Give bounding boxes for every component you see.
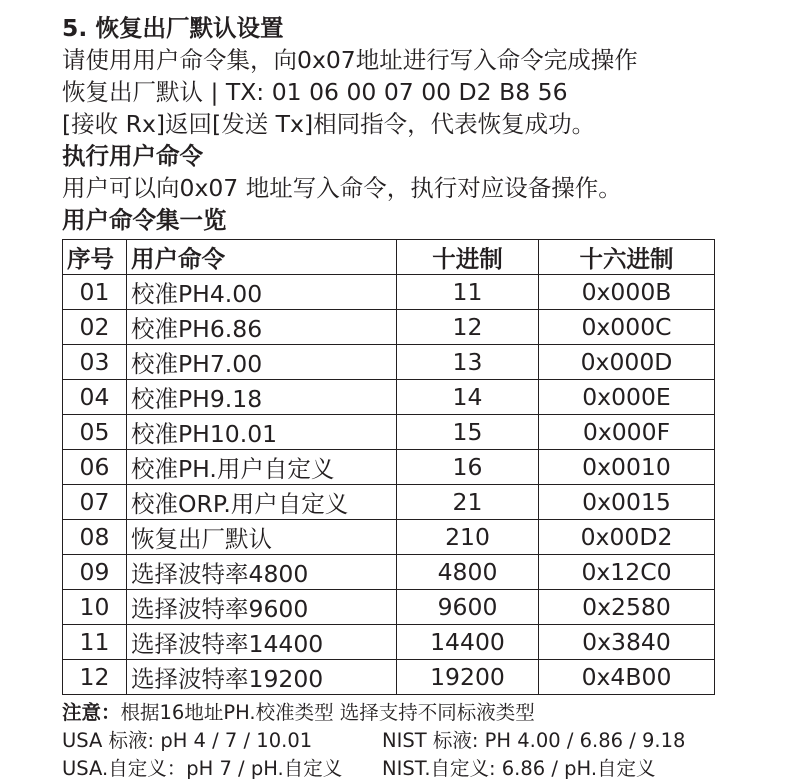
cell-decimal: 210 <box>397 520 539 555</box>
cell-index: 09 <box>63 555 127 590</box>
cell-hex: 0x0010 <box>539 450 715 485</box>
cell-index: 12 <box>63 660 127 695</box>
table-row <box>63 520 715 555</box>
table-row <box>63 625 715 660</box>
note-label: 注意： <box>62 701 121 724</box>
cell-index: 10 <box>63 590 127 625</box>
table-row <box>63 275 715 310</box>
cell-decimal: 16 <box>397 450 539 485</box>
nist-custom: NIST.自定义: 6.86 / pH.自定义 <box>382 757 656 780</box>
exec-heading: 执行用户命令 <box>62 142 203 170</box>
header-decimal: 十进制 <box>397 240 539 275</box>
cell-command: 校准ORP.用户自定义 <box>127 485 397 520</box>
table-row <box>63 450 715 485</box>
header-command: 用户命令 <box>127 240 397 275</box>
note-line <box>62 699 722 727</box>
cell-hex: 0x0015 <box>539 485 715 520</box>
cell-command: 选择波特率4800 <box>127 555 397 590</box>
cell-hex: 0x12C0 <box>539 555 715 590</box>
cell-command: 选择波特率19200 <box>127 660 397 695</box>
cell-index: 08 <box>63 520 127 555</box>
cell-command: 校准PH4.00 <box>127 275 397 310</box>
table-row <box>63 555 715 590</box>
cell-command: 校准PH.用户自定义 <box>127 450 397 485</box>
standard-row <box>62 727 722 755</box>
cell-index: 11 <box>63 625 127 660</box>
cell-hex: 0x3840 <box>539 625 715 660</box>
cell-index: 06 <box>63 450 127 485</box>
cell-hex: 0x00D2 <box>539 520 715 555</box>
table-row <box>63 485 715 520</box>
table-row <box>63 380 715 415</box>
cell-command: 校准PH6.86 <box>127 310 397 345</box>
cell-command: 选择波特率9600 <box>127 590 397 625</box>
table-row <box>63 310 715 345</box>
cell-index: 05 <box>63 415 127 450</box>
cell-hex: 0x000D <box>539 345 715 380</box>
custom-row <box>62 755 722 783</box>
table-row <box>63 660 715 695</box>
cell-index: 01 <box>63 275 127 310</box>
cell-hex: 0x000B <box>539 275 715 310</box>
cell-hex: 0x000E <box>539 380 715 415</box>
cell-hex: 0x000F <box>539 415 715 450</box>
header-index: 序号 <box>63 240 127 275</box>
cell-decimal: 14400 <box>397 625 539 660</box>
cell-decimal: 11 <box>397 275 539 310</box>
cell-decimal: 14 <box>397 380 539 415</box>
command-table <box>62 239 715 695</box>
cell-command: 选择波特率14400 <box>127 625 397 660</box>
usa-custom: USA.自定义：pH 7 / pH.自定义 <box>62 757 343 780</box>
cell-decimal: 13 <box>397 345 539 380</box>
table-row <box>63 415 715 450</box>
table-header-row <box>63 240 715 275</box>
note-text: 根据16地址PH.校准类型 选择支持不同标液类型 <box>120 701 535 724</box>
cell-command: 校准PH10.01 <box>127 415 397 450</box>
factory-reset-command: 恢复出厂默认 | TX: 01 06 00 07 00 D2 B8 56 <box>62 78 568 106</box>
cell-hex: 0x000C <box>539 310 715 345</box>
command-list-heading: 用户命令集一览 <box>62 206 227 234</box>
table-row <box>63 590 715 625</box>
manual-page <box>62 12 722 783</box>
note-block <box>62 699 722 783</box>
cell-index: 04 <box>63 380 127 415</box>
cell-decimal: 4800 <box>397 555 539 590</box>
cell-hex: 0x4B00 <box>539 660 715 695</box>
cell-index: 03 <box>63 345 127 380</box>
section-title: 5. 恢复出厂默认设置 <box>62 14 284 42</box>
nist-standard: NIST 标液: PH 4.00 / 6.86 / 9.18 <box>382 729 686 752</box>
cell-decimal: 21 <box>397 485 539 520</box>
instruction-text: 请使用用户命令集，向0x07地址进行写入命令完成操作 <box>62 46 638 74</box>
exec-text: 用户可以向0x07 地址写入命令，执行对应设备操作。 <box>62 174 622 202</box>
cell-command: 校准PH7.00 <box>127 345 397 380</box>
header-hex: 十六进制 <box>539 240 715 275</box>
cell-decimal: 19200 <box>397 660 539 695</box>
success-condition-text: [接收 Rx]返回[发送 Tx]相同指令，代表恢复成功。 <box>62 110 596 138</box>
cell-index: 07 <box>63 485 127 520</box>
cell-decimal: 15 <box>397 415 539 450</box>
cell-command: 恢复出厂默认 <box>127 520 397 555</box>
cell-hex: 0x2580 <box>539 590 715 625</box>
cell-decimal: 9600 <box>397 590 539 625</box>
cell-index: 02 <box>63 310 127 345</box>
usa-standard: USA 标液: pH 4 / 7 / 10.01 <box>62 729 313 752</box>
cell-command: 校准PH9.18 <box>127 380 397 415</box>
cell-decimal: 12 <box>397 310 539 345</box>
table-row <box>63 345 715 380</box>
